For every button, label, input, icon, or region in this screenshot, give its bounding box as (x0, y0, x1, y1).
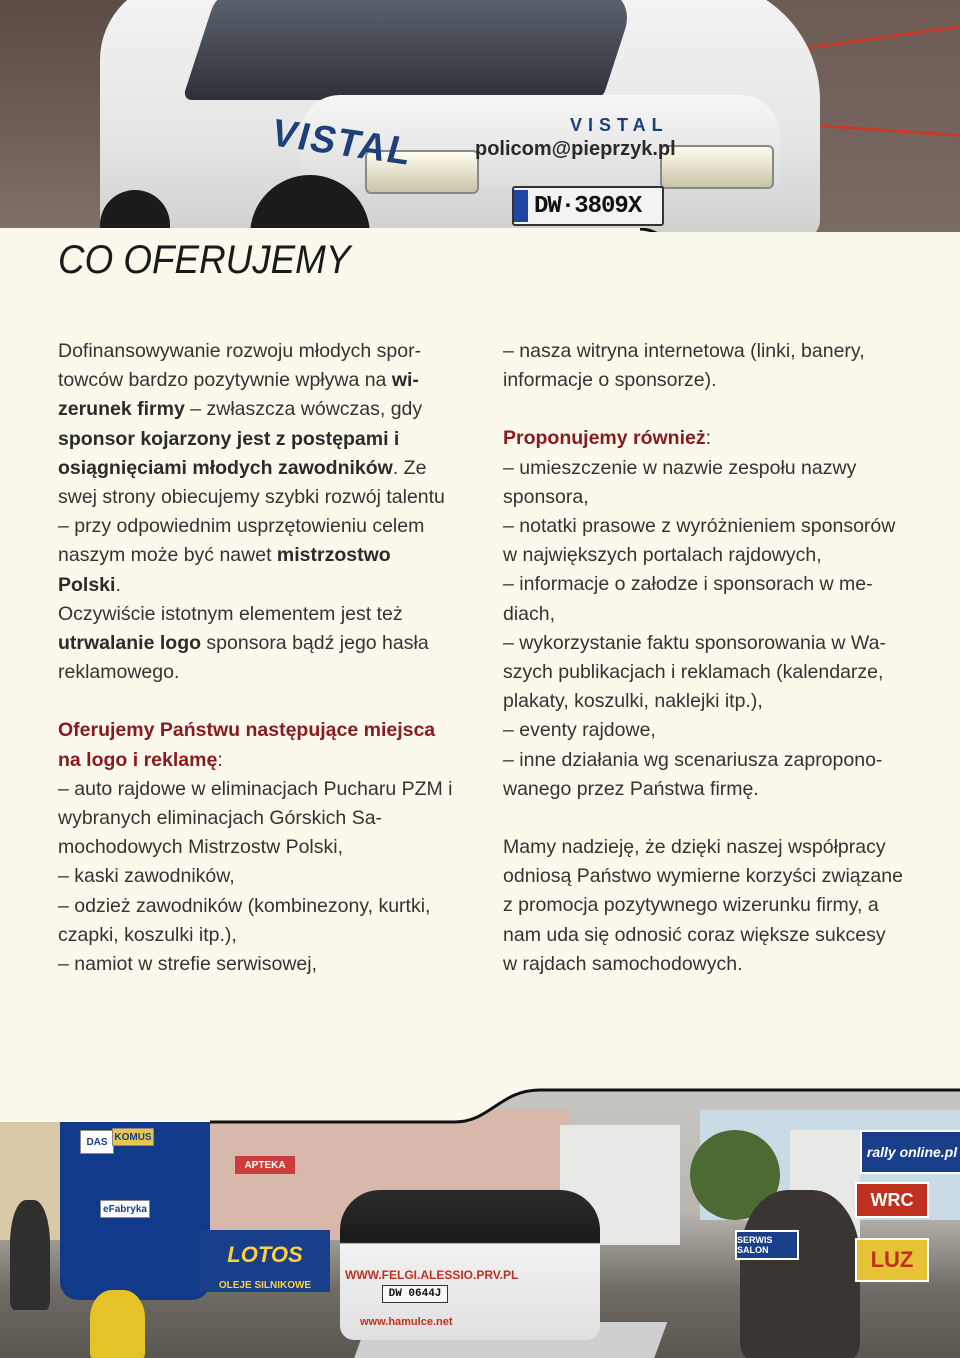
sign-wrc: WRC (855, 1182, 929, 1218)
sponsor-decal-website: policom@pieprzyk.pl (475, 138, 676, 160)
offer-heading-text: Oferujemy Państwu następujące miejsca na logo i reklamę (58, 719, 436, 771)
text-run: sponsora bądź jego hasła reklamowego. (58, 632, 429, 684)
offer-item: – auto rajdowe w eliminacjach Pucharu PZM i wybranych eliminacjach Górskich Samochodowych Mistrzostw Polski, (58, 777, 453, 859)
bold-text: wizerunek firmy (58, 369, 419, 421)
spectator (10, 1200, 50, 1310)
text-run: – zwłaszcza wówczas, gdy (184, 398, 423, 421)
also-item: – eventy rajdowe, (503, 719, 656, 742)
offer-item: – kaski zawodników, (58, 865, 235, 888)
car-decal-website: WWW.FELGI.ALESSIO.PRV.PL (345, 1268, 519, 1282)
spacer (58, 687, 458, 716)
rally-car-window (182, 0, 638, 100)
offer-item: – odzież zawodników (kombinezony, kurtki, czapki, koszulki itp.), (58, 894, 431, 946)
text-run: . Ze swej strony obiecujemy szybki rozwój talentu – przy odpowiednim usprzętowieniu celem naszym może być nawet (58, 456, 445, 567)
right-column (503, 337, 903, 979)
offer-heading (58, 716, 458, 774)
license-plate-text: DW·3809X (534, 192, 642, 220)
also-item: – informacje o załodze i sponsorach w mediach, (503, 573, 873, 625)
sign-luz: LUZ (855, 1238, 929, 1282)
bold-text: mistrzostwo Polski (58, 544, 391, 596)
left-column (58, 337, 458, 979)
spectator (90, 1290, 145, 1358)
text-run: Dofinansowywanie rozwoju młodych sportowców bardzo pozytywnie wpływa na (58, 340, 422, 392)
spacer (503, 804, 903, 833)
text-run: . (115, 573, 121, 596)
ad-sign-komus: KOMUS (112, 1128, 154, 1146)
logo-paragraph (58, 600, 458, 688)
sign-rally-online: rally online.pl (860, 1130, 960, 1174)
sponsor-decal-vistal-small: VISTAL (570, 115, 669, 135)
spacer (503, 395, 903, 424)
spectator (740, 1190, 860, 1358)
bold-text: sponsor kojarzony jest z postępami i osiągnięciami młodych zawodników (58, 427, 400, 479)
banner-lotos: LOTOS (200, 1230, 330, 1280)
bold-text: utrwalanie logo (58, 632, 202, 655)
text-run: Oczywiście istotnym elementem jest też (58, 602, 403, 625)
eu-flag-icon (514, 190, 528, 222)
offer-item: – nasza witryna internetowa (linki, banery, informacje o sponsorze). (503, 340, 865, 392)
car-decal-website: www.hamulce.net (360, 1316, 453, 1328)
also-heading (503, 424, 903, 453)
panel-bottom-edge (0, 1060, 960, 1140)
sign-serwis: SERWIS SALON (735, 1230, 799, 1260)
intro-paragraph (58, 337, 458, 600)
also-heading-text: Proponujemy również (503, 427, 706, 450)
page-title: CO OFERUJEMY (58, 238, 351, 282)
also-item: – inne działania wg scenariusza zaproponowanego przez Państwa firmę. (503, 748, 883, 800)
ad-sign-fabryka: eFabryka (100, 1200, 150, 1218)
closing-paragraph: Mamy nadzieję, że dzięki naszej współpracy odniosą Państwo wymierne korzyści związane z promocja pozytywnego wizerunku firmy, a nam uda się odnosić coraz większe sukcesy w rajdach samochodowych. (503, 836, 903, 975)
sponsor-decal-vistal: VISTAL (266, 112, 419, 174)
banner-oleje: OLEJE SILNIKOWE (200, 1278, 330, 1292)
car-plate: DW 0644J (382, 1285, 448, 1303)
also-item: – umieszczenie w nazwie zespołu nazwy sponsora, (503, 456, 857, 508)
car-headlight (660, 145, 774, 189)
also-item: – wykorzystanie faktu sponsorowania w Waszych publikacjach i reklamach (kalendarze, plakaty, koszulki, naklejki itp.), (503, 631, 886, 713)
text-run: : (217, 748, 223, 771)
ad-sign-apteka: APTEKA (235, 1156, 295, 1174)
text-run: : (705, 427, 712, 450)
ad-sign-das: DAS (80, 1130, 114, 1154)
license-plate (512, 186, 664, 226)
also-item: – notatki prasowe z wyróżnieniem sponsorów w największych portalach rajdowych, (503, 515, 896, 567)
offer-item: – namiot w strefie serwisowej, (58, 953, 318, 976)
